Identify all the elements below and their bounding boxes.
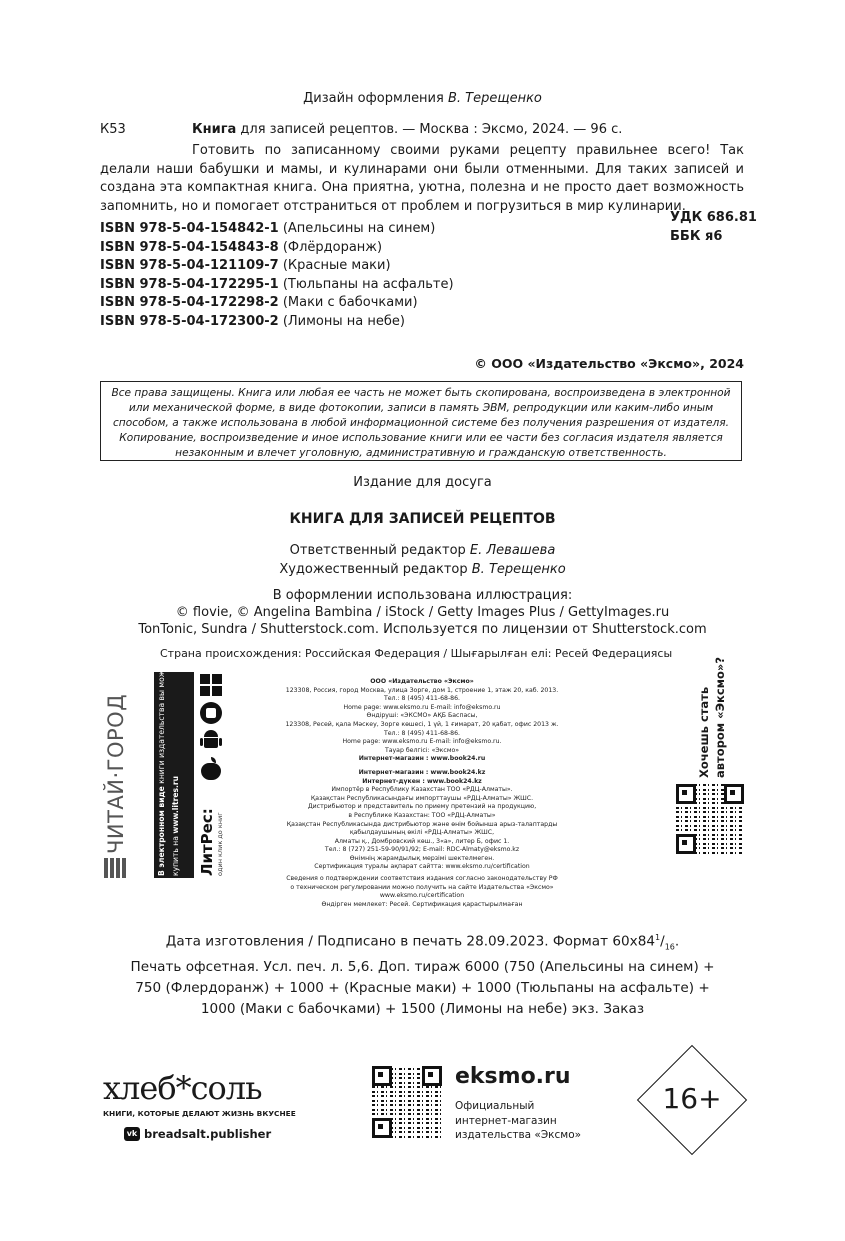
book-title-caps: КНИГА ДЛЯ ЗАПИСЕЙ РЕЦЕПТОВ bbox=[289, 511, 556, 527]
isbn-line: ISBN 978-5-04-172298-2 (Маки с бабочками) bbox=[100, 295, 418, 310]
publisher-info-line: Тел.: 8 (727) 251-59-90/91/92; E-mail: RDC-Almaty@eksmo.kz bbox=[324, 846, 520, 854]
responsible-editor: Ответственный редактор Е. Левашева bbox=[289, 543, 556, 558]
eksmo-desc-line: Официальный bbox=[455, 1100, 535, 1112]
publisher-info bbox=[262, 678, 582, 909]
publisher-info-line: Сертификация туралы ақпарат сайтта: www.eksmo.ru/certification bbox=[314, 863, 530, 871]
publisher-info-line: Интернет-магазин : www.book24.kz bbox=[358, 768, 486, 776]
print-details-line4: 1000 (Маки с бабочками) + 1500 (Лимоны на небе) экз. Заказ bbox=[200, 1001, 645, 1018]
publisher-info-line: Импортёр в Республику Казахстан ТОО «РДЦ-Алматы». bbox=[331, 786, 513, 794]
eksmo-site[interactable]: eksmo.ru bbox=[455, 1064, 571, 1089]
litres-ebook-line2: купить на www.litres.ru bbox=[171, 775, 180, 876]
isbn-line: ISBN 978-5-04-172300-2 (Лимоны на небе) bbox=[100, 313, 405, 329]
publisher-info-line: Интернет-магазин : www.book24.ru bbox=[358, 755, 486, 763]
android-icon bbox=[202, 730, 220, 752]
chitai-gorod-mark-icon bbox=[104, 858, 126, 878]
illustration-heading: В оформлении использована иллюстрация: bbox=[272, 588, 573, 603]
apple-icon bbox=[201, 758, 221, 780]
publisher-info-line: Тауар белгісі: «Эксмо» bbox=[384, 746, 460, 754]
country-of-origin: Страна происхождения: Российская Федерация / Шығарылған елі: Ресей Федерациясы bbox=[160, 647, 673, 660]
rights-notice: Все права защищены. Книга или любая ее часть не может быть скопирована, воспроизведена в электронной или механической форме, в виде фотокопии, записи в память ЭВМ, репродукции или каким-либо иным способом, а также использована в любой информационной системе без получения разрешения от издателя. Копирование, воспроизведение и иное использование книги или ее части без согласия издателя является незаконным и влечет уголовную, административную и гражданскую ответственность. bbox=[100, 381, 742, 461]
publisher-info-line: Алматы қ., Домбровский көш., 3«а», литер Б, офис 1. bbox=[334, 837, 510, 845]
hleb-sol-tagline: КНИГИ, КОТОРЫЕ ДЕЛАЮТ ЖИЗНЬ ВКУСНЕЕ bbox=[103, 1109, 296, 1118]
publisher-info-line: 123308, Ресей, қала Мәскеу, Зорге көшесі, 1 үй, 1 ғимарат, 20 қабат, офис 2013 ж. bbox=[285, 720, 559, 728]
publisher-info-line: www.eksmo.ru/certification bbox=[379, 892, 465, 900]
age-rating: 16+ bbox=[662, 1082, 722, 1115]
isbn-line: ISBN 978-5-04-172295-1 (Тюльпаны на асфальте) bbox=[100, 276, 454, 292]
annotation: Готовить по записанному своими руками рецепту правильнее всего! Так делали наши бабушки и мамы, и кулинарами они были отменными. Для таких записей и создана эта компактная книга. Она приятна, уютна, полезна и не просто дает возможность запомнить, но и помогает отстраниться от проблем и погрузиться в мир кулинарии. bbox=[100, 143, 744, 214]
publisher-info-line: қабылдаушының өкілі «РДЦ-Алматы» ЖШС, bbox=[349, 829, 495, 837]
print-details-line2: Печать офсетная. Усл. печ. л. 5,6. Доп. тираж 6000 (750 (Апельсины на синем) + bbox=[130, 959, 715, 976]
eksmo-qr-code[interactable] bbox=[372, 1066, 442, 1138]
publisher-info-line: Қазақстан Республикасындағы импорттаушы «РДЦ-Алматы» ЖШС. bbox=[310, 794, 534, 802]
author-invite-line1: Хочешь стать bbox=[697, 686, 711, 778]
chitai-gorod-logo bbox=[104, 672, 128, 878]
publisher-info-line: о техническом регулировании можно получить на сайте Издательства «Эксмо» bbox=[290, 883, 554, 891]
litres-tagline: один клик до книг bbox=[216, 812, 224, 876]
publisher-info-line: Қазақстан Республикасында дистрибьютор және өнім бойынша арыз-талаптарды bbox=[286, 820, 558, 828]
bbk-code: ББК я6 bbox=[670, 229, 723, 244]
platform-icons bbox=[198, 672, 226, 878]
eksmo-description bbox=[455, 1099, 581, 1143]
publisher-info-line: Өндіруші: «ЭКСМО» АҚБ Баспасы, bbox=[366, 712, 478, 720]
author-invite-line2: автором «Эксмо»? bbox=[713, 656, 727, 778]
litres-banner bbox=[154, 656, 194, 878]
copyright: © ООО «Издательство «Эксмо», 2024 bbox=[474, 356, 744, 371]
litres-logo: ЛитРес: bbox=[198, 808, 216, 876]
publisher-info-line: Дистрибьютор и представитель по приему претензий на продукцию, bbox=[307, 803, 537, 811]
chitai-gorod-text: ЧИТАЙ·ГОРОД bbox=[104, 693, 128, 854]
isbn-list bbox=[100, 220, 454, 331]
illustration-credit-1: © flovie, © Angelina Bambina / iStock / Getty Images Plus / GettyImages.ru bbox=[175, 605, 670, 620]
art-editor: Художественный редактор В. Терещенко bbox=[279, 562, 566, 577]
eksmo-desc-line: издательства «Эксмо» bbox=[455, 1129, 582, 1141]
publisher-info-line: Өнімнің жарамдылық мерзімі шектелмеген. bbox=[349, 854, 495, 862]
author-invite bbox=[676, 650, 746, 780]
hleb-sol-logo: хлеб*соль bbox=[103, 1069, 262, 1107]
publisher-info-line: Сведения о подтверждении соответствия издания согласно законодательству РФ bbox=[286, 875, 558, 883]
publisher-info-line: Өндірген мемлекет: Ресей. Сертификация қарастырылмаған bbox=[321, 900, 523, 908]
edition-type: Издание для досуга bbox=[353, 475, 492, 490]
isbn-line: ISBN 978-5-04-154842-1 (Апельсины на синем) bbox=[100, 221, 436, 236]
isbn-line: ISBN 978-5-04-154843-8 (Флёрдоранж) bbox=[100, 239, 383, 255]
publisher-info-line: Home page: www.eksmo.ru E-mail: info@eksmo.ru bbox=[343, 703, 501, 711]
publisher-info-line: Тел.: 8 (495) 411-68-86. bbox=[383, 729, 461, 737]
bibliographic-title: Книга для записей рецептов. — Москва : Эксмо, 2024. — 96 с. bbox=[192, 122, 623, 137]
design-credit: Дизайн оформления В. Терещенко bbox=[303, 91, 542, 106]
windows-icon bbox=[200, 674, 222, 696]
isbn-line: ISBN 978-5-04-121109-7 (Красные маки) bbox=[100, 258, 391, 273]
catalog-index: К53 bbox=[100, 122, 126, 137]
publisher-info-line: в Республике Казахстан: ТОО «РДЦ-Алматы» bbox=[348, 811, 496, 819]
print-details-line1: Дата изготовления / Подписано в печать 28.09.2023. Формат $60x84^1/_{16}$. bbox=[165, 933, 680, 952]
vk-handle[interactable]: breadsalt.publisher bbox=[144, 1127, 272, 1141]
litres-ebook-line1: В электронном виде книги издательства вы можете bbox=[157, 656, 166, 876]
print-details-line3: 750 (Флердоранж) + 1000 + (Красные маки) + 1000 (Тюльпаны на асфальте) + bbox=[135, 980, 710, 997]
publisher-info-line: Интернет-дүкен : www.book24.kz bbox=[362, 777, 482, 785]
publisher-info-line: 123308, Россия, город Москва, улица Зорге, дом 1, строение 1, этаж 20, каб. 2013. bbox=[285, 686, 559, 694]
publisher-info-line: Home page: www.eksmo.ru E-mail: info@eksmo.ru. bbox=[342, 738, 502, 746]
author-qr-code[interactable] bbox=[676, 784, 744, 854]
udk-code: УДК 686.81 bbox=[670, 210, 757, 225]
illustration-credit-2: TonTonic, Sundra / Shutterstock.com. Используется по лицензии от Shutterstock.com bbox=[138, 622, 707, 637]
windows-phone-icon bbox=[200, 702, 222, 724]
eksmo-desc-line: интернет-магазин bbox=[455, 1114, 557, 1127]
vk-icon: vk bbox=[124, 1127, 140, 1141]
print-details bbox=[0, 927, 845, 1020]
publisher-info-line: Тел.: 8 (495) 411-68-86. bbox=[383, 695, 461, 703]
publisher-info-line: ООО «Издательство «Эксмо» bbox=[370, 678, 474, 685]
